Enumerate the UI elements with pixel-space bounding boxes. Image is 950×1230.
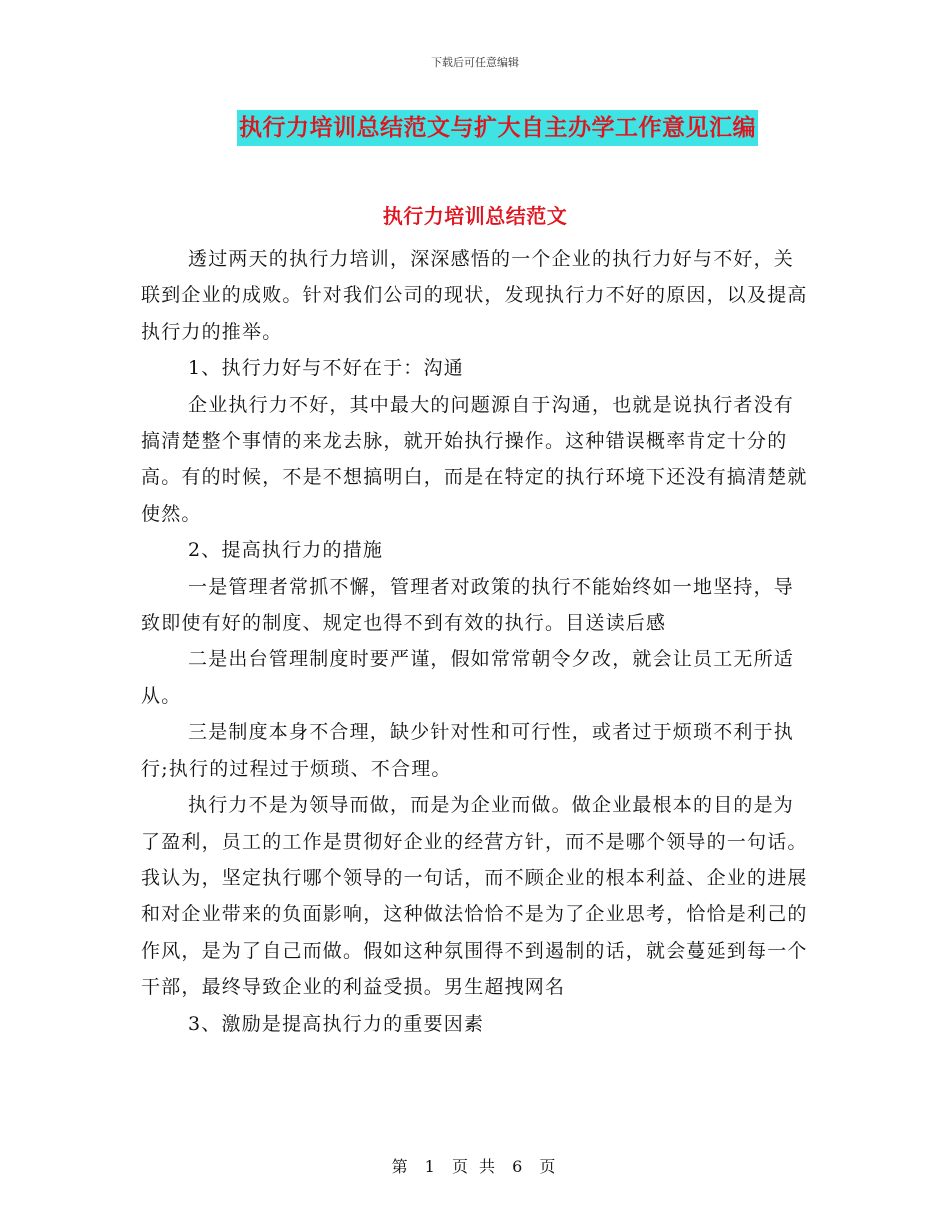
- paragraph: 三是制度本身不合理，缺少针对性和可行性，或者过于烦琐不利于执行;执行的过程过于烦琐、不合理。: [141, 721, 795, 780]
- page-footer: [0, 1154, 950, 1177]
- paragraph: 一是管理者常抓不懈，管理者对政策的执行不能始终如一地坚持，导致即使有好的制度、规定也得不到有效的执行。目送读后感: [141, 575, 795, 635]
- main-title-container: [0, 110, 950, 146]
- footer-page-number: 1: [424, 1157, 438, 1176]
- paragraph: 1、执行力好与不好在于：沟通: [188, 357, 464, 380]
- paragraph: 企业执行力不好，其中最大的问题源自于沟通，也就是说执行者没有搞清楚整个事情的来龙去脉，就开始执行操作。这种错误概率肯定十分的高。有的时候，不是不想搞明白，而是在特定的执行环境下还没有搞清楚就使然。: [141, 393, 808, 525]
- paragraph: 执行力不是为领导而做，而是为企业而做。做企业最根本的目的是为了盈利，员工的工作是贯彻好企业的经营方针，而不是哪个领导的一句话。我认为，坚定执行哪个领导的一句话，而不顾企业的根本利益、企业的进展和对企业带来的负面影响，这种做法恰恰不是为了企业思考，恰恰是利己的作风，是为了自己而做。假如这种氛围得不到遏制的话，就会蔓延到每一个干部，最终导致企业的利益受损。男生超拽网名: [141, 794, 808, 999]
- section-title: 执行力培训总结范文: [382, 204, 568, 228]
- document-title: 执行力培训总结范文与扩大自主办学工作意见汇编: [237, 110, 758, 146]
- footer-total-pages: 6: [512, 1157, 526, 1176]
- footer-prefix: 第: [391, 1157, 411, 1176]
- paragraph: 2、提高执行力的措施: [188, 539, 384, 562]
- paragraph: 透过两天的执行力培训，深深感悟的一个企业的执行力好与不好，关联到企业的成败。针对我们公司的现状，发现执行力不好的原因，以及提高执行力的推举。: [141, 248, 808, 343]
- footer-middle: 页 共: [451, 1157, 499, 1176]
- paragraph: 二是出台管理制度时要严谨，假如常常朝令夕改，就会让员工无所适从。: [141, 648, 795, 707]
- header-note: 下载后可任意编辑: [431, 56, 519, 69]
- document-body: [141, 241, 809, 1042]
- footer-suffix: 页: [539, 1157, 559, 1176]
- paragraph: 3、激励是提高执行力的重要因素: [188, 1012, 485, 1035]
